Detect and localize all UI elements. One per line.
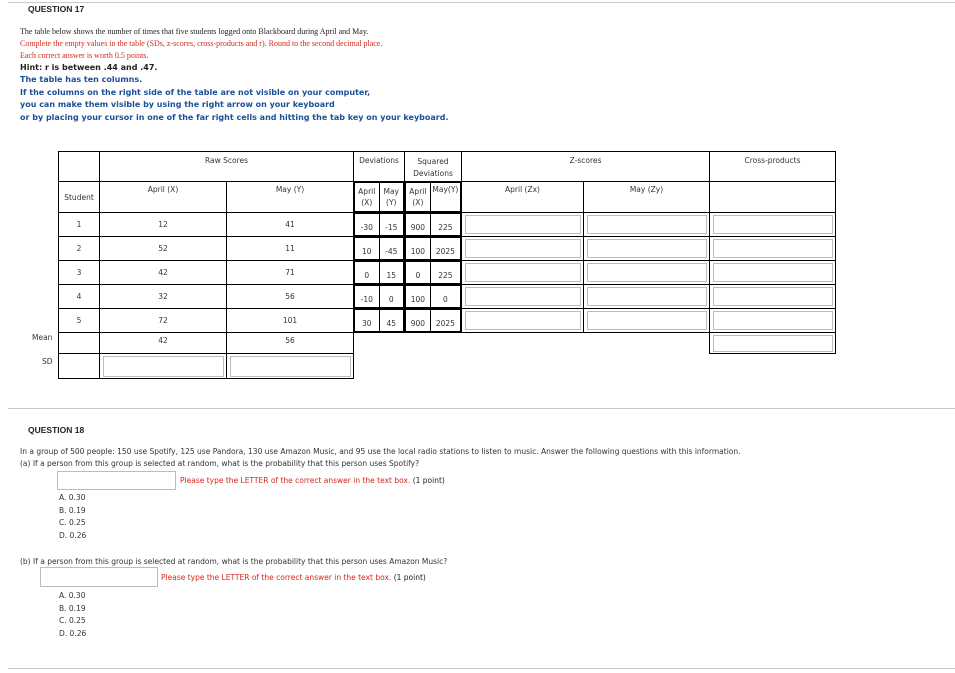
dev-y-cell: 45 bbox=[379, 310, 404, 332]
student-cell: 5 bbox=[59, 309, 100, 333]
z-scores-header: Z-scores bbox=[462, 152, 710, 182]
prompt-a bbox=[180, 476, 445, 485]
table-row bbox=[59, 237, 836, 261]
q17-nav-line-1: If the columns on the right side of the table are not visible on your computer, bbox=[20, 88, 371, 97]
sq-x-cell: 900 bbox=[406, 214, 431, 236]
option-a-D: D. 0.26 bbox=[59, 530, 87, 540]
sq-y-cell: 2025 bbox=[430, 238, 460, 260]
may-cell: 101 bbox=[227, 309, 354, 333]
question-17-title: QUESTION 17 bbox=[28, 4, 85, 14]
mean-row bbox=[59, 333, 836, 354]
dev-x-cell: 0 bbox=[355, 262, 380, 284]
may-cell: 71 bbox=[227, 261, 354, 285]
sq-y-cell: 2025 bbox=[430, 310, 460, 332]
options-a bbox=[59, 492, 86, 542]
student-header: Student bbox=[59, 182, 100, 213]
dev-may-header: May (Y) bbox=[379, 183, 404, 212]
cross-products-subheader bbox=[710, 182, 836, 213]
dev-x-cell: 10 bbox=[355, 238, 380, 260]
sq-x-cell: 0 bbox=[406, 262, 431, 284]
option-b-D: D. 0.26 bbox=[59, 628, 87, 638]
sd-label: SD bbox=[42, 357, 53, 366]
sq-y-cell: 225 bbox=[430, 262, 460, 284]
q18-part-b: (b) If a person from this group is selected at random, what is the probability that this person uses Amazon Music? bbox=[20, 557, 448, 566]
q17-points: Each correct answer is worth 0.5 points. bbox=[20, 51, 149, 60]
may-cell: 11 bbox=[227, 237, 354, 261]
q17-nav-line-2: you can make them visible by using the right arrow on your keyboard bbox=[20, 100, 335, 109]
q17-hint: Hint: r is between .44 and .47. bbox=[20, 63, 158, 72]
z-may-input-4[interactable] bbox=[587, 287, 707, 306]
dev-x-cell: -10 bbox=[355, 286, 380, 308]
q17-intro: The table below shows the number of times that five students logged onto Blackboard during April and May. bbox=[20, 27, 369, 36]
cross-product-input-2[interactable] bbox=[713, 239, 833, 258]
sq-y-cell: 0 bbox=[430, 286, 460, 308]
cross-product-input-4[interactable] bbox=[713, 287, 833, 306]
april-cell: 52 bbox=[100, 237, 227, 261]
q17-columns-note: The table has ten columns. bbox=[20, 75, 143, 84]
mean-student-cell bbox=[59, 333, 100, 354]
prompt-b bbox=[161, 573, 426, 582]
r-input[interactable] bbox=[713, 335, 833, 352]
options-b bbox=[59, 590, 86, 640]
dev-y-cell: 15 bbox=[379, 262, 404, 284]
table-row bbox=[59, 309, 836, 333]
z-april-header: April (Zx) bbox=[462, 182, 584, 213]
table-row bbox=[59, 261, 836, 285]
q18-part-a: (a) If a person from this group is selected at random, what is the probability that this person uses Spotify? bbox=[20, 459, 420, 468]
sd-row bbox=[59, 354, 836, 379]
option-a-C: C. 0.25 bbox=[59, 518, 86, 527]
student-cell: 4 bbox=[59, 285, 100, 309]
option-a-B: B. 0.19 bbox=[59, 505, 86, 515]
table-row bbox=[59, 285, 836, 309]
z-may-input-1[interactable] bbox=[587, 215, 707, 234]
april-cell: 32 bbox=[100, 285, 227, 309]
dev-y-cell: -15 bbox=[379, 214, 404, 236]
cross-product-input-3[interactable] bbox=[713, 263, 833, 282]
april-cell: 72 bbox=[100, 309, 227, 333]
z-may-input-2[interactable] bbox=[587, 239, 707, 258]
top-divider bbox=[8, 2, 955, 3]
z-april-input-1[interactable] bbox=[465, 215, 581, 234]
sd-april-input[interactable] bbox=[103, 356, 224, 377]
bottom-divider bbox=[8, 668, 955, 669]
sq-x-cell: 100 bbox=[406, 238, 431, 260]
sq-april-header: April (X) bbox=[406, 183, 431, 212]
student-cell: 2 bbox=[59, 237, 100, 261]
prompt-b-text: Please type the LETTER of the correct answer in the text box. bbox=[161, 573, 392, 582]
question-18-title: QUESTION 18 bbox=[28, 425, 85, 435]
cross-product-input-1[interactable] bbox=[713, 215, 833, 234]
mean-label: Mean bbox=[32, 333, 53, 342]
empty-header-cell bbox=[59, 152, 100, 182]
answer-a-input[interactable] bbox=[57, 471, 176, 490]
q17-instruction: Complete the empty values in the table (SDs, z-scores, cross-products and r). Round to the second decimal place. bbox=[20, 39, 383, 48]
z-april-input-3[interactable] bbox=[465, 263, 581, 282]
sd-student-cell bbox=[59, 354, 100, 379]
option-b-B: B. 0.19 bbox=[59, 603, 86, 613]
cross-products-header: Cross-products bbox=[710, 152, 836, 182]
cross-product-input-5[interactable] bbox=[713, 311, 833, 330]
student-cell: 1 bbox=[59, 213, 100, 237]
deviations-header: Deviations bbox=[354, 152, 405, 182]
april-cell: 42 bbox=[100, 261, 227, 285]
option-b-C: C. 0.25 bbox=[59, 616, 86, 625]
squared-deviations-header: Squared Deviations bbox=[405, 152, 462, 182]
z-april-input-5[interactable] bbox=[465, 311, 581, 330]
q18-intro: In a group of 500 people: 150 use Spotify, 125 use Pandora, 130 use Amazon Music, and 95 use the local radio stations to listen to music. Answer the following questions with this information. bbox=[20, 447, 741, 456]
dev-y-cell: 0 bbox=[379, 286, 404, 308]
raw-scores-header: Raw Scores bbox=[100, 152, 354, 182]
mean-blank bbox=[354, 333, 710, 354]
option-a-A: A. 0.30 bbox=[59, 493, 86, 502]
option-b-A: A. 0.30 bbox=[59, 591, 86, 600]
sq-may-header: May(Y) bbox=[430, 183, 460, 212]
z-may-input-5[interactable] bbox=[587, 311, 707, 330]
data-table bbox=[58, 151, 836, 379]
sq-x-cell: 100 bbox=[406, 286, 431, 308]
mean-april-cell: 42 bbox=[100, 333, 227, 354]
may-cell: 41 bbox=[227, 213, 354, 237]
dev-x-cell: -30 bbox=[355, 214, 380, 236]
section-divider bbox=[8, 408, 955, 409]
q17-nav-line-3: or by placing your cursor in one of the far right cells and hitting the tab key on your keyboard. bbox=[20, 113, 449, 122]
sd-may-input[interactable] bbox=[230, 356, 351, 377]
april-cell: 12 bbox=[100, 213, 227, 237]
dev-april-header: April (X) bbox=[355, 183, 380, 212]
student-cell: 3 bbox=[59, 261, 100, 285]
prompt-b-points: (1 point) bbox=[393, 573, 426, 582]
z-may-header: May (Zy) bbox=[584, 182, 710, 213]
prompt-a-text: Please type the LETTER of the correct answer in the text box. bbox=[180, 476, 411, 485]
answer-b-input[interactable] bbox=[40, 567, 158, 587]
z-april-input-4[interactable] bbox=[465, 287, 581, 306]
table-row bbox=[59, 213, 836, 237]
z-may-input-3[interactable] bbox=[587, 263, 707, 282]
april-x-header: April (X) bbox=[100, 182, 227, 213]
mean-may-cell: 56 bbox=[227, 333, 354, 354]
sq-y-cell: 225 bbox=[430, 214, 460, 236]
z-april-input-2[interactable] bbox=[465, 239, 581, 258]
sq-x-cell: 900 bbox=[406, 310, 431, 332]
dev-y-cell: -45 bbox=[379, 238, 404, 260]
dev-x-cell: 30 bbox=[355, 310, 380, 332]
may-y-header: May (Y) bbox=[227, 182, 354, 213]
prompt-a-points: (1 point) bbox=[412, 476, 445, 485]
may-cell: 56 bbox=[227, 285, 354, 309]
sd-blank bbox=[354, 354, 836, 379]
